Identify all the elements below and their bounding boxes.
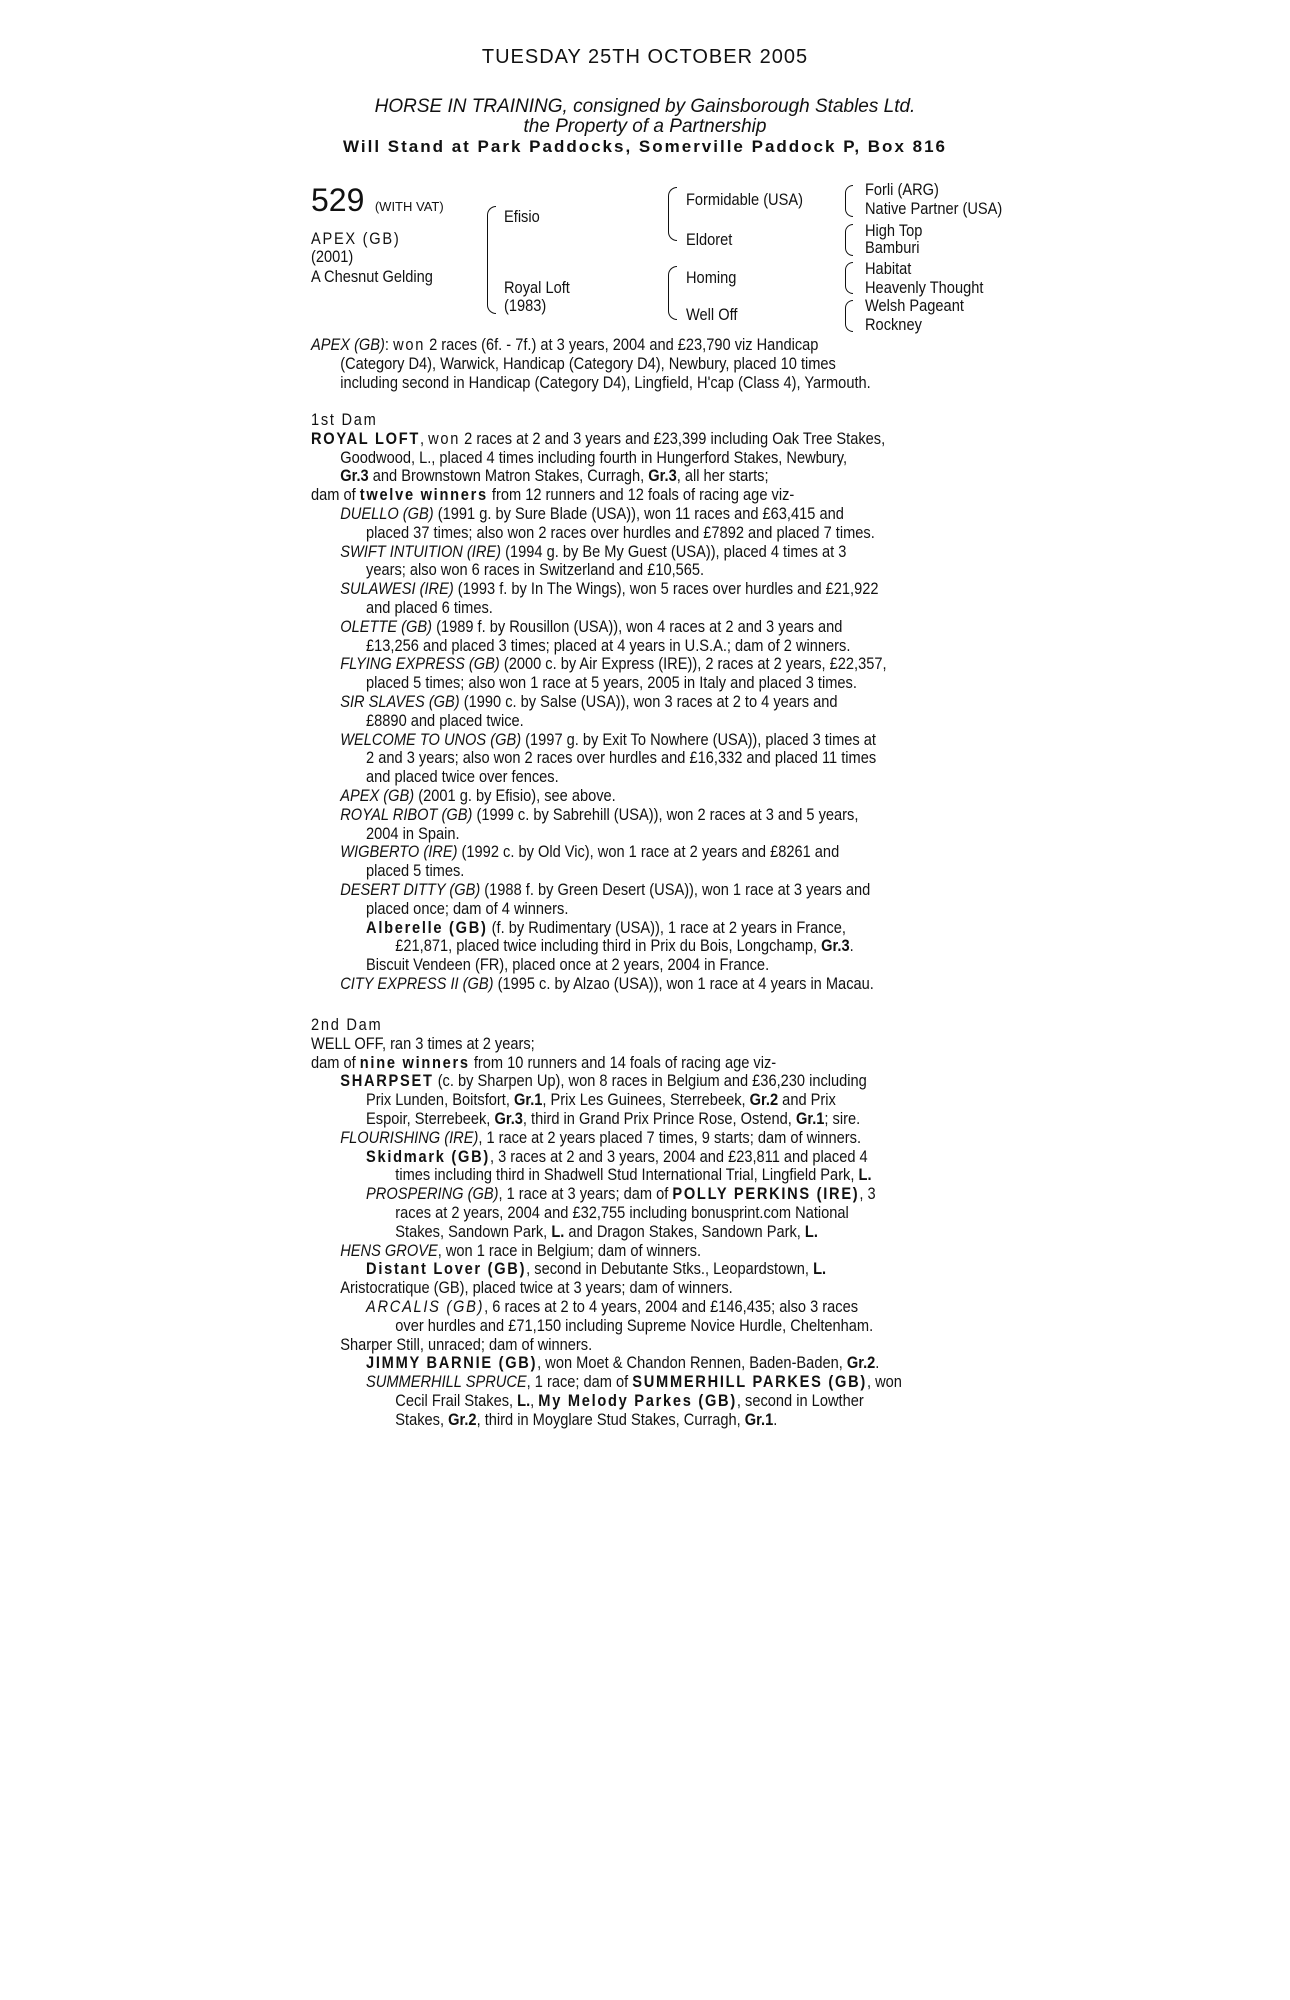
produce-name: SIR SLAVES (GB) [340,691,460,711]
pedigree-brace-sd [845,224,853,256]
apex-record: APEX (GB): won 2 races (6f. - 7f.) at 3 years, 2004 and £23,790 viz Handicap (Category D4), Warwick, Handicap (Category D4), Newbury, placed 10 times including second in Handicap (Category D4), Lingfield, H'cap (Class 4), Yarmouth. [311,335,871,392]
vat-label: (WITH VAT) [374,199,444,214]
horse-description: A Chesnut Gelding [311,267,433,286]
first-dam-name: ROYAL LOFT [311,428,420,448]
pedigree-brace-ds [845,262,853,294]
produce-name: ROYAL RIBOT (GB) [340,804,473,824]
produce-name: SULAWESI (IRE) [340,579,454,599]
pedigree-brace-dd [845,300,853,332]
pedigree-brace-sire [668,187,677,241]
produce-name: APEX (GB) [340,785,415,805]
pedigree-ddd: Rockney [865,315,922,334]
consignment-line: HORSE IN TRAINING, consigned by Gainsborough Stables Ltd. [374,96,916,117]
horse-name: APEX (GB) [311,229,401,248]
pedigree-sire-dam: Eldoret [686,230,733,249]
pedigree-dsd: Heavenly Thought [865,278,984,297]
apex-name: APEX (GB) [311,335,385,354]
pedigree-brace-main [487,206,496,314]
produce-name: WIGBERTO (IRE) [340,842,458,862]
first-dam-section: 1st Dam ROYAL LOFT, won 2 races at 2 and 3 years and £23,399 including Oak Tree Stakes, Goodwood, L., placed 4 times including fourth in Hungerford Stakes, Newbury, Gr.3 and Brownstown Matron Stakes, Curragh, Gr.3, all her starts; dam of twelve winners from 12 runners and 12 foals of racing age viz- DUELLO (GB) (1991 g. by Sure Blade (USA)), won 11 races and £63,415 and placed 37 times; also won 2 races over hurdles and £7892 and placed 7 times. SWIFT INTUITION (IRE) (1994 g. by Be My Guest (USA)), placed 4 times at 3 years; also won 6 races in Switzerland and £10,565. SULAWESI (IRE) (1993 f. by In The Wings), won 5 races over hurdles and £21,922 and placed 6 times. OLETTE (GB) (1989 f. by Rousillon (USA)), won 4 races at 2 and 3 years and £13,256 and placed 3 times; placed at 4 years in U.S.A.; dam of 2 winners. FLYING EXPRESS (GB) (2000 c. by Air Express (IRE)), 2 races at 2 years, £22,357, placed 5 times; also won 1 race at 5 years, 2005 in Italy and placed 3 times. SIR SLAVES (GB) (1990 c. by Salse (USA)), won 3 races at 2 to 4 years and £8890 and placed twice. WELCOME TO UNOS (GB) (1997 g. by Exit To Nowhere (USA)), placed 3 times at 2 and 3 years; also won 2 races over hurdles and £16,332 and placed 11 times and placed twice over fences. APEX (GB) (2001 g. by Efisio), see above. ROYAL RIBOT (GB) (1999 c. by Sabrehill (USA)), won 2 races at 3 and 5 years, 2004 in Spain. WIGBERTO (IRE) (1992 c. by Old Vic), won 1 race at 2 years and £8261 and placed 5 times. DESERT DITTY (GB) (1988 f. by Green Desert (USA)), won 1 race at 3 years and placed once; dam of 4 winners. Alberelle (GB) (f. by Rudimentary (USA)), 1 race at 2 years in France, £21,871, placed twice including third in Prix du Bois, Longchamp, Gr.3. Biscuit Vendeen (FR), placed once at 2 years, 2004 in France. CITY EXPRESS II (GB) (1995 c. by Alzao (USA)), won 1 race at 4 years in Macau. [311,411,1001,994]
second-dam-heading: 2nd Dam [311,1015,383,1034]
property-line: the Property of a Partnership [523,116,767,137]
first-dam-heading: 1st Dam [311,410,378,429]
pedigree-ssd: Native Partner (USA) [865,199,1003,218]
produce-name: DESERT DITTY (GB) [340,879,481,899]
pedigree-dss: Habitat [865,259,912,278]
pedigree-sire: Efisio [504,207,540,226]
pedigree-sire-sire: Formidable (USA) [686,190,804,209]
second-dam-section: 2nd Dam WELL OFF, ran 3 times at 2 years; dam of nine winners from 10 runners and 14 foals of racing age viz- SHARPSET (c. by Sharpen Up), won 8 races in Belgium and £36,230 including Prix Lunden, Boitsfort, Gr.1, Prix Les Guinees, Sterrebeek, Gr.2 and Prix Espoir, Sterrebeek, Gr.3, third in Grand Prix Prince Rose, Ostend, Gr.1; sire. FLOURISHING (IRE), 1 race at 2 years placed 7 times, 9 starts; dam of winners. Skidmark (GB), 3 races at 2 and 3 years, 2004 and £23,811 and placed 4 times including third in Shadwell Stud International Trial, Lingfield Park, L. PROSPERING (GB), 1 race at 3 years; dam of POLLY PERKINS (IRE), 3 races at 2 years, 2004 and £32,755 including bonusprint.com National Stakes, Sandown Park, L. and Dragon Stakes, Sandown Park, L. HENS GROVE, won 1 race in Belgium; dam of winners. Distant Lover (GB), second in Debutante Stks., Leopardstown, L. Aristocratique (GB), placed twice at 3 years; dam of winners. ARCALIS (GB), 6 races at 2 to 4 years, 2004 and £146,435; also 3 races over hurdles and £71,150 including Supreme Novice Hurdle, Cheltenham. Sharper Still, unraced; dam of winners. JIMMY BARNIE (GB), won Moet & Chandon Rennen, Baden-Baden, Gr.2. SUMMERHILL SPRUCE, 1 race; dam of SUMMERHILL PARKES (GB), won Cecil Frail Stakes, L., My Melody Parkes (GB), second in Lowther Stakes, Gr.2, third in Moyglare Stud Stakes, Curragh, Gr.1. [311,1016,1001,1430]
produce-name: OLETTE (GB) [340,616,433,636]
produce-name: DUELLO (GB) [340,503,434,523]
pedigree-dam: Royal Loft [504,278,570,297]
pedigree-sdd: Bamburi [865,238,920,257]
pedigree-sss: Forli (ARG) [865,180,939,199]
pedigree-dam-sire: Homing [686,268,737,287]
pedigree-dam-year: (1983) [504,296,547,315]
horse-year: (2001) [311,247,354,266]
location-line: Will Stand at Park Paddocks, Somerville Paddock P, Box 816 [342,137,947,156]
lot-number: 529 [311,182,365,218]
produce-name: FLYING EXPRESS (GB) [340,654,500,674]
pedigree-sds: High Top [865,221,923,240]
pedigree-brace-ss [845,185,853,217]
pedigree-dam-dam: Well Off [686,305,738,324]
sale-date: TUESDAY 25TH OCTOBER 2005 [481,46,809,68]
lot-number-row [311,182,444,219]
produce-name: SWIFT INTUITION (IRE) [340,541,502,561]
pedigree-dds: Welsh Pageant [865,296,964,315]
produce-name: WELCOME TO UNOS (GB) [340,729,522,749]
pedigree-brace-dam [668,266,677,320]
